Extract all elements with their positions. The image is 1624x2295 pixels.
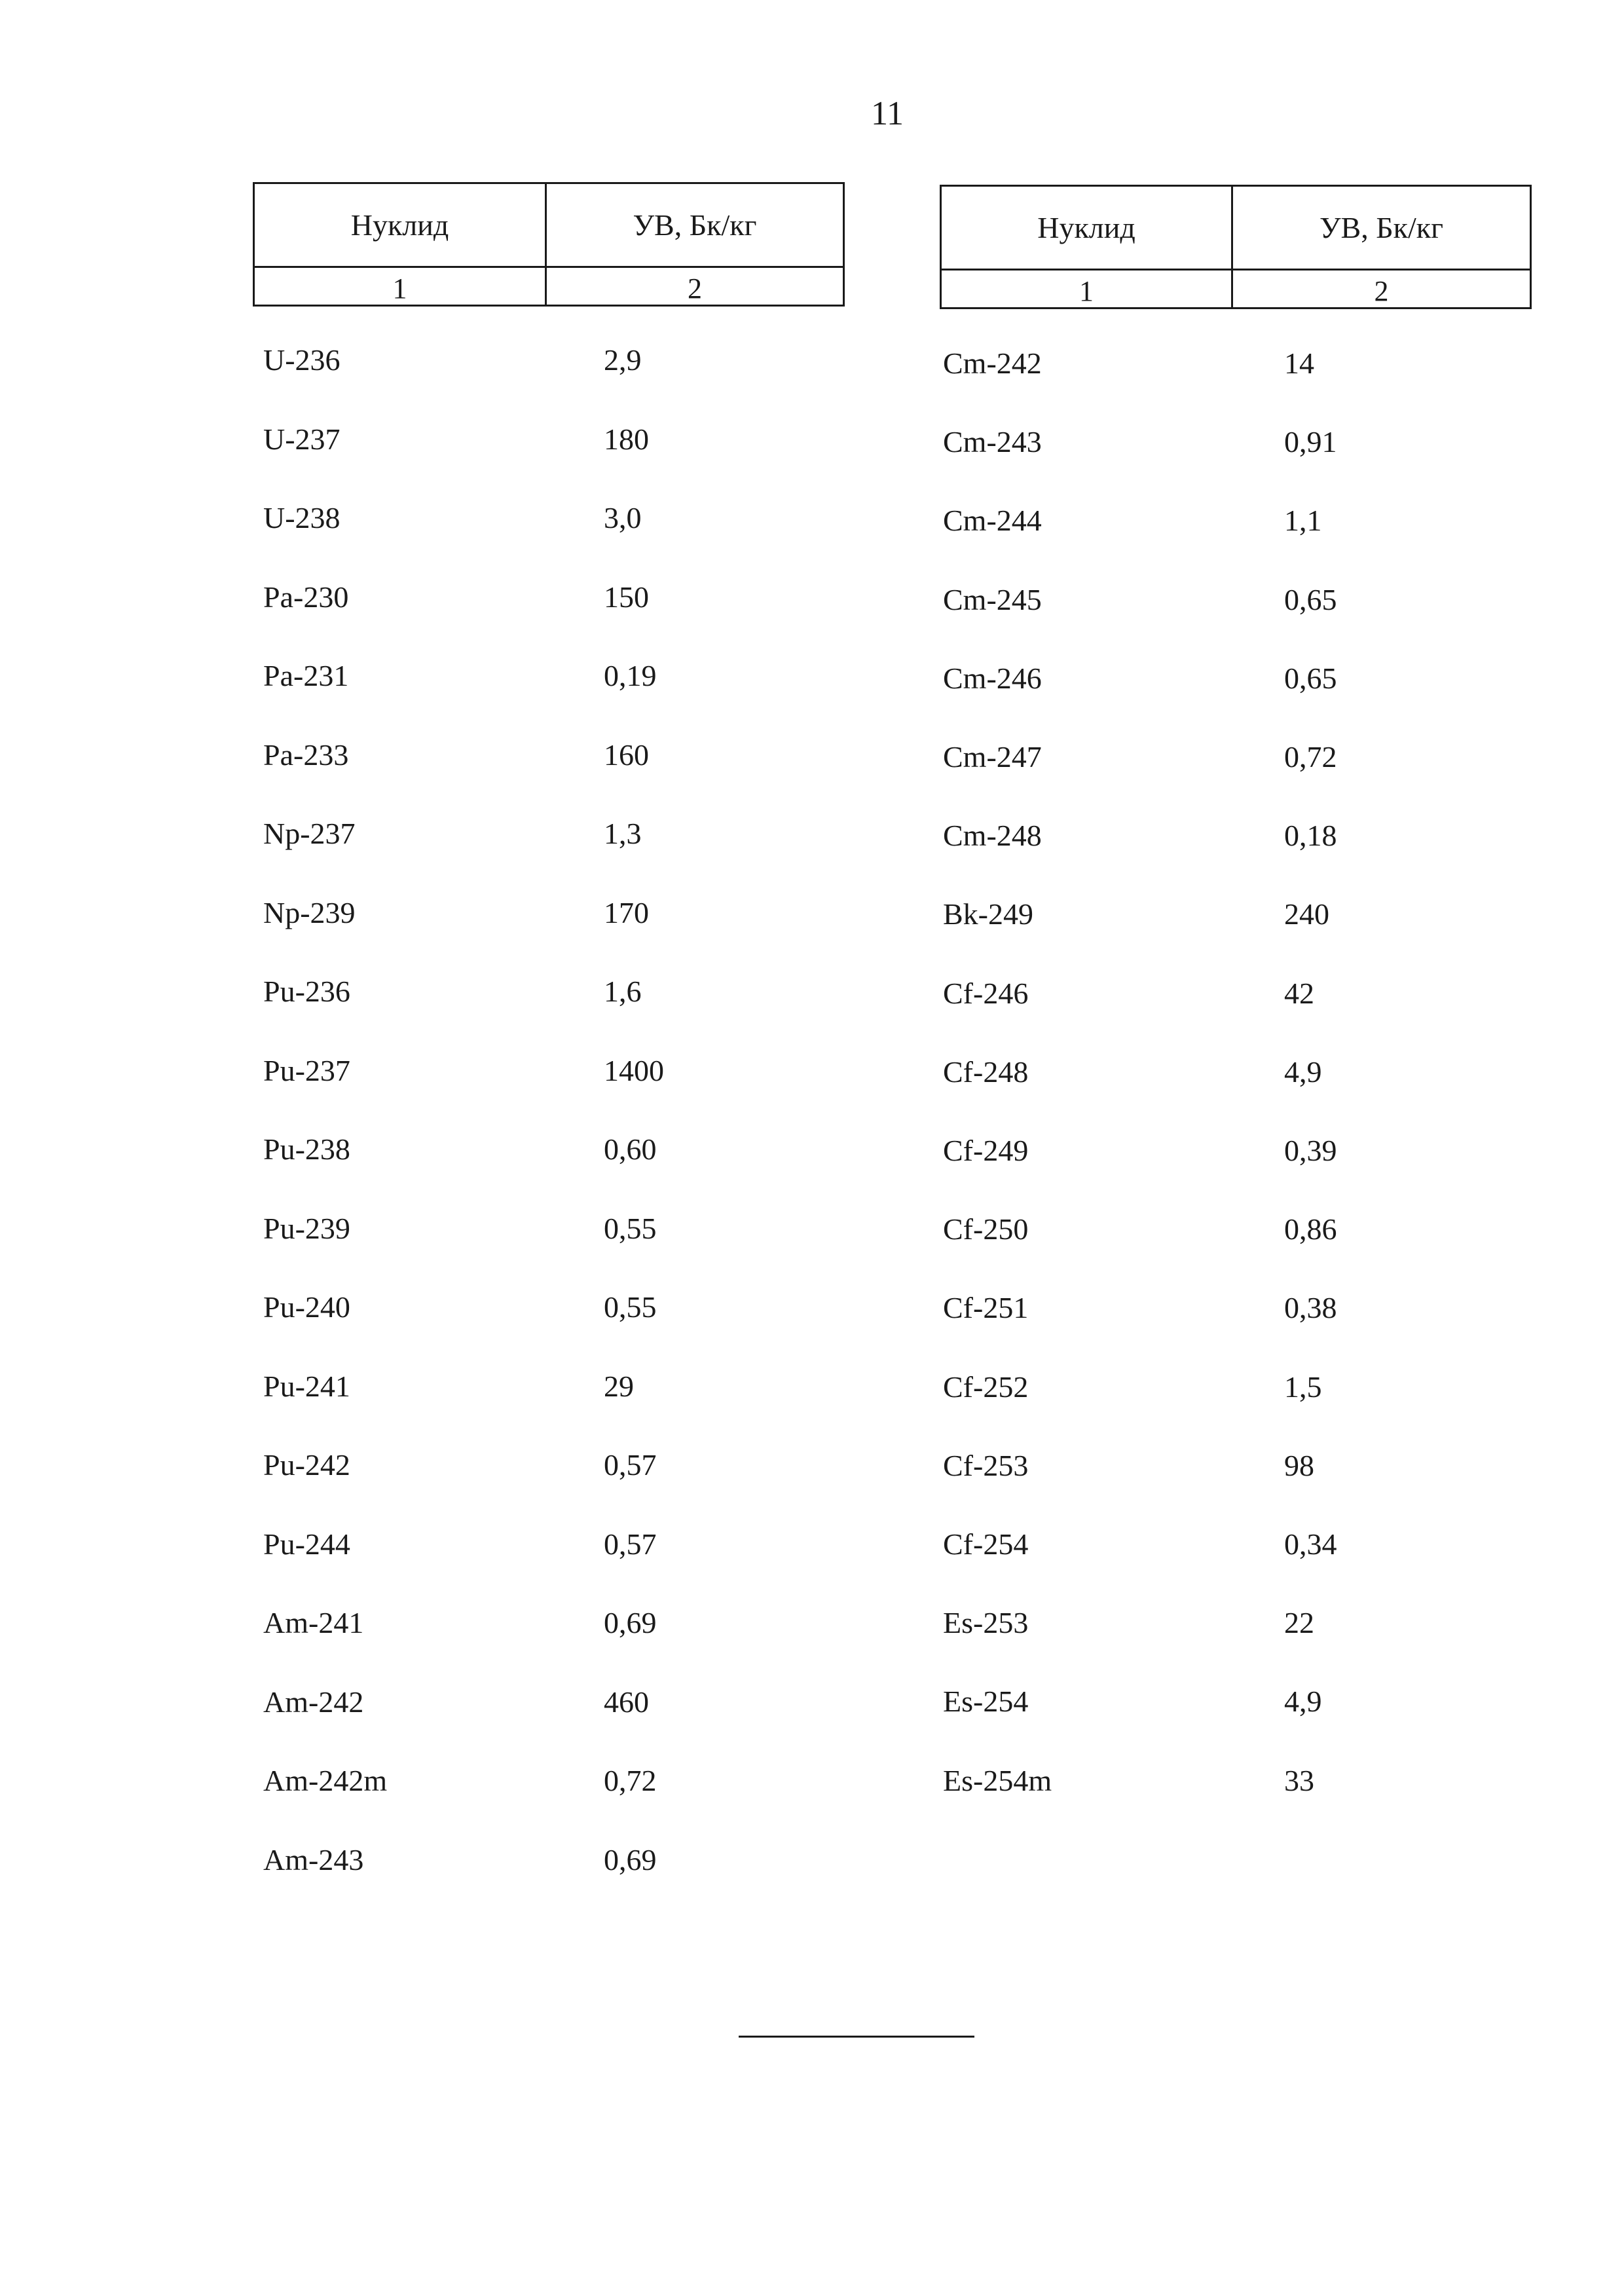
value-cell: 0,69 — [604, 1842, 657, 1876]
left-header-nuclide: Нуклид — [255, 184, 547, 266]
nuclide-cell: Pu-240 — [263, 1290, 350, 1324]
nuclide-cell: Pu-242 — [263, 1448, 350, 1482]
value-cell: 240 — [1284, 897, 1329, 931]
nuclide-cell: Cf-250 — [943, 1212, 1029, 1246]
nuclide-cell: Cf-246 — [943, 976, 1029, 1010]
value-cell: 1,5 — [1284, 1370, 1322, 1404]
nuclide-cell: Cf-249 — [943, 1134, 1029, 1167]
value-cell: 0,65 — [1284, 661, 1337, 695]
nuclide-cell: Pu-236 — [263, 975, 350, 1008]
right-header-num2: 2 — [1374, 274, 1389, 307]
nuclide-cell: Cf-253 — [943, 1448, 1029, 1482]
nuclide-cell: Cm-243 — [943, 425, 1042, 459]
value-cell: 180 — [604, 422, 649, 456]
value-cell: 0,55 — [604, 1211, 657, 1245]
nuclide-cell: Bk-249 — [943, 897, 1033, 931]
value-cell: 1400 — [604, 1053, 664, 1087]
value-cell: 1,1 — [1284, 504, 1322, 538]
nuclide-cell: Cf-252 — [943, 1370, 1029, 1404]
nuclide-cell: Cm-247 — [943, 740, 1042, 774]
nuclide-cell: Am-242m — [263, 1764, 388, 1797]
right-table-header — [940, 185, 1532, 309]
nuclide-cell: Es-254m — [943, 1763, 1052, 1797]
right-header-num1: 1 — [942, 271, 1233, 307]
value-cell: 0,38 — [1284, 1291, 1337, 1325]
nuclide-cell: Cf-251 — [943, 1291, 1029, 1325]
value-cell: 0,34 — [1284, 1527, 1337, 1561]
value-cell: 33 — [1284, 1763, 1314, 1797]
nuclide-cell: Pu-237 — [263, 1053, 350, 1087]
page-number: 11 — [870, 95, 904, 132]
nuclide-cell: Np-239 — [263, 895, 356, 929]
value-cell: 29 — [604, 1369, 634, 1403]
nuclide-cell: Pa-230 — [263, 580, 349, 614]
value-cell: 2,9 — [604, 343, 642, 377]
value-cell: 0,18 — [1284, 819, 1337, 853]
nuclide-cell: Cm-244 — [943, 504, 1042, 538]
nuclide-cell: U-237 — [263, 422, 341, 456]
value-cell: 0,39 — [1284, 1134, 1337, 1167]
left-header-num2: 2 — [688, 272, 702, 305]
left-header-value: УВ, Бк/кг — [633, 208, 757, 242]
value-cell: 4,9 — [1284, 1054, 1322, 1089]
value-cell: 4,9 — [1284, 1685, 1322, 1719]
value-cell: 0,57 — [604, 1448, 657, 1482]
nuclide-cell: Cf-254 — [943, 1527, 1029, 1561]
nuclide-cell: Pu-241 — [263, 1369, 350, 1403]
value-cell: 3,0 — [604, 501, 642, 534]
nuclide-cell: Pu-244 — [263, 1527, 350, 1561]
value-cell: 460 — [604, 1685, 649, 1719]
value-cell: 0,91 — [1284, 425, 1337, 459]
nuclide-cell: Np-237 — [263, 817, 356, 850]
nuclide-cell: Pa-231 — [263, 659, 349, 692]
value-cell: 0,60 — [604, 1132, 657, 1166]
nuclide-cell: Cm-245 — [943, 582, 1042, 616]
left-header-num1: 1 — [255, 268, 547, 305]
nuclide-cell: Am-242 — [263, 1685, 364, 1719]
left-table-header — [253, 182, 845, 307]
value-cell: 0,57 — [604, 1527, 657, 1561]
value-cell: 0,55 — [604, 1290, 657, 1324]
value-cell: 1,3 — [604, 817, 642, 850]
nuclide-cell: Am-243 — [263, 1842, 364, 1876]
value-cell: 0,72 — [1284, 740, 1337, 774]
nuclide-cell: Cf-248 — [943, 1054, 1029, 1089]
value-cell: 98 — [1284, 1448, 1314, 1482]
nuclide-cell: Es-254 — [943, 1685, 1029, 1719]
nuclide-cell: U-236 — [263, 343, 341, 377]
value-cell: 160 — [604, 737, 649, 772]
right-header-value: УВ, Бк/кг — [1319, 211, 1443, 244]
nuclide-cell: Pu-239 — [263, 1211, 350, 1245]
nuclide-cell: Es-253 — [943, 1606, 1029, 1640]
nuclide-cell: Cm-248 — [943, 819, 1042, 853]
value-cell: 0,86 — [1284, 1212, 1337, 1246]
value-cell: 42 — [1284, 976, 1314, 1010]
right-header-nuclide: Нуклид — [942, 187, 1233, 269]
nuclide-cell: Cm-246 — [943, 661, 1042, 695]
nuclide-cell: Cm-242 — [943, 346, 1042, 380]
value-cell: 0,69 — [604, 1606, 657, 1639]
value-cell: 14 — [1284, 346, 1314, 380]
nuclide-cell: Pa-233 — [263, 737, 349, 772]
nuclide-cell: U-238 — [263, 501, 341, 534]
value-cell: 150 — [604, 580, 649, 614]
end-rule — [739, 2036, 974, 2038]
value-cell: 22 — [1284, 1606, 1314, 1640]
nuclide-cell: Pu-238 — [263, 1132, 350, 1166]
value-cell: 170 — [604, 895, 649, 929]
value-cell: 0,72 — [604, 1764, 657, 1797]
value-cell: 0,65 — [1284, 582, 1337, 616]
nuclide-cell: Am-241 — [263, 1606, 364, 1639]
value-cell: 1,6 — [604, 975, 642, 1008]
value-cell: 0,19 — [604, 659, 657, 692]
